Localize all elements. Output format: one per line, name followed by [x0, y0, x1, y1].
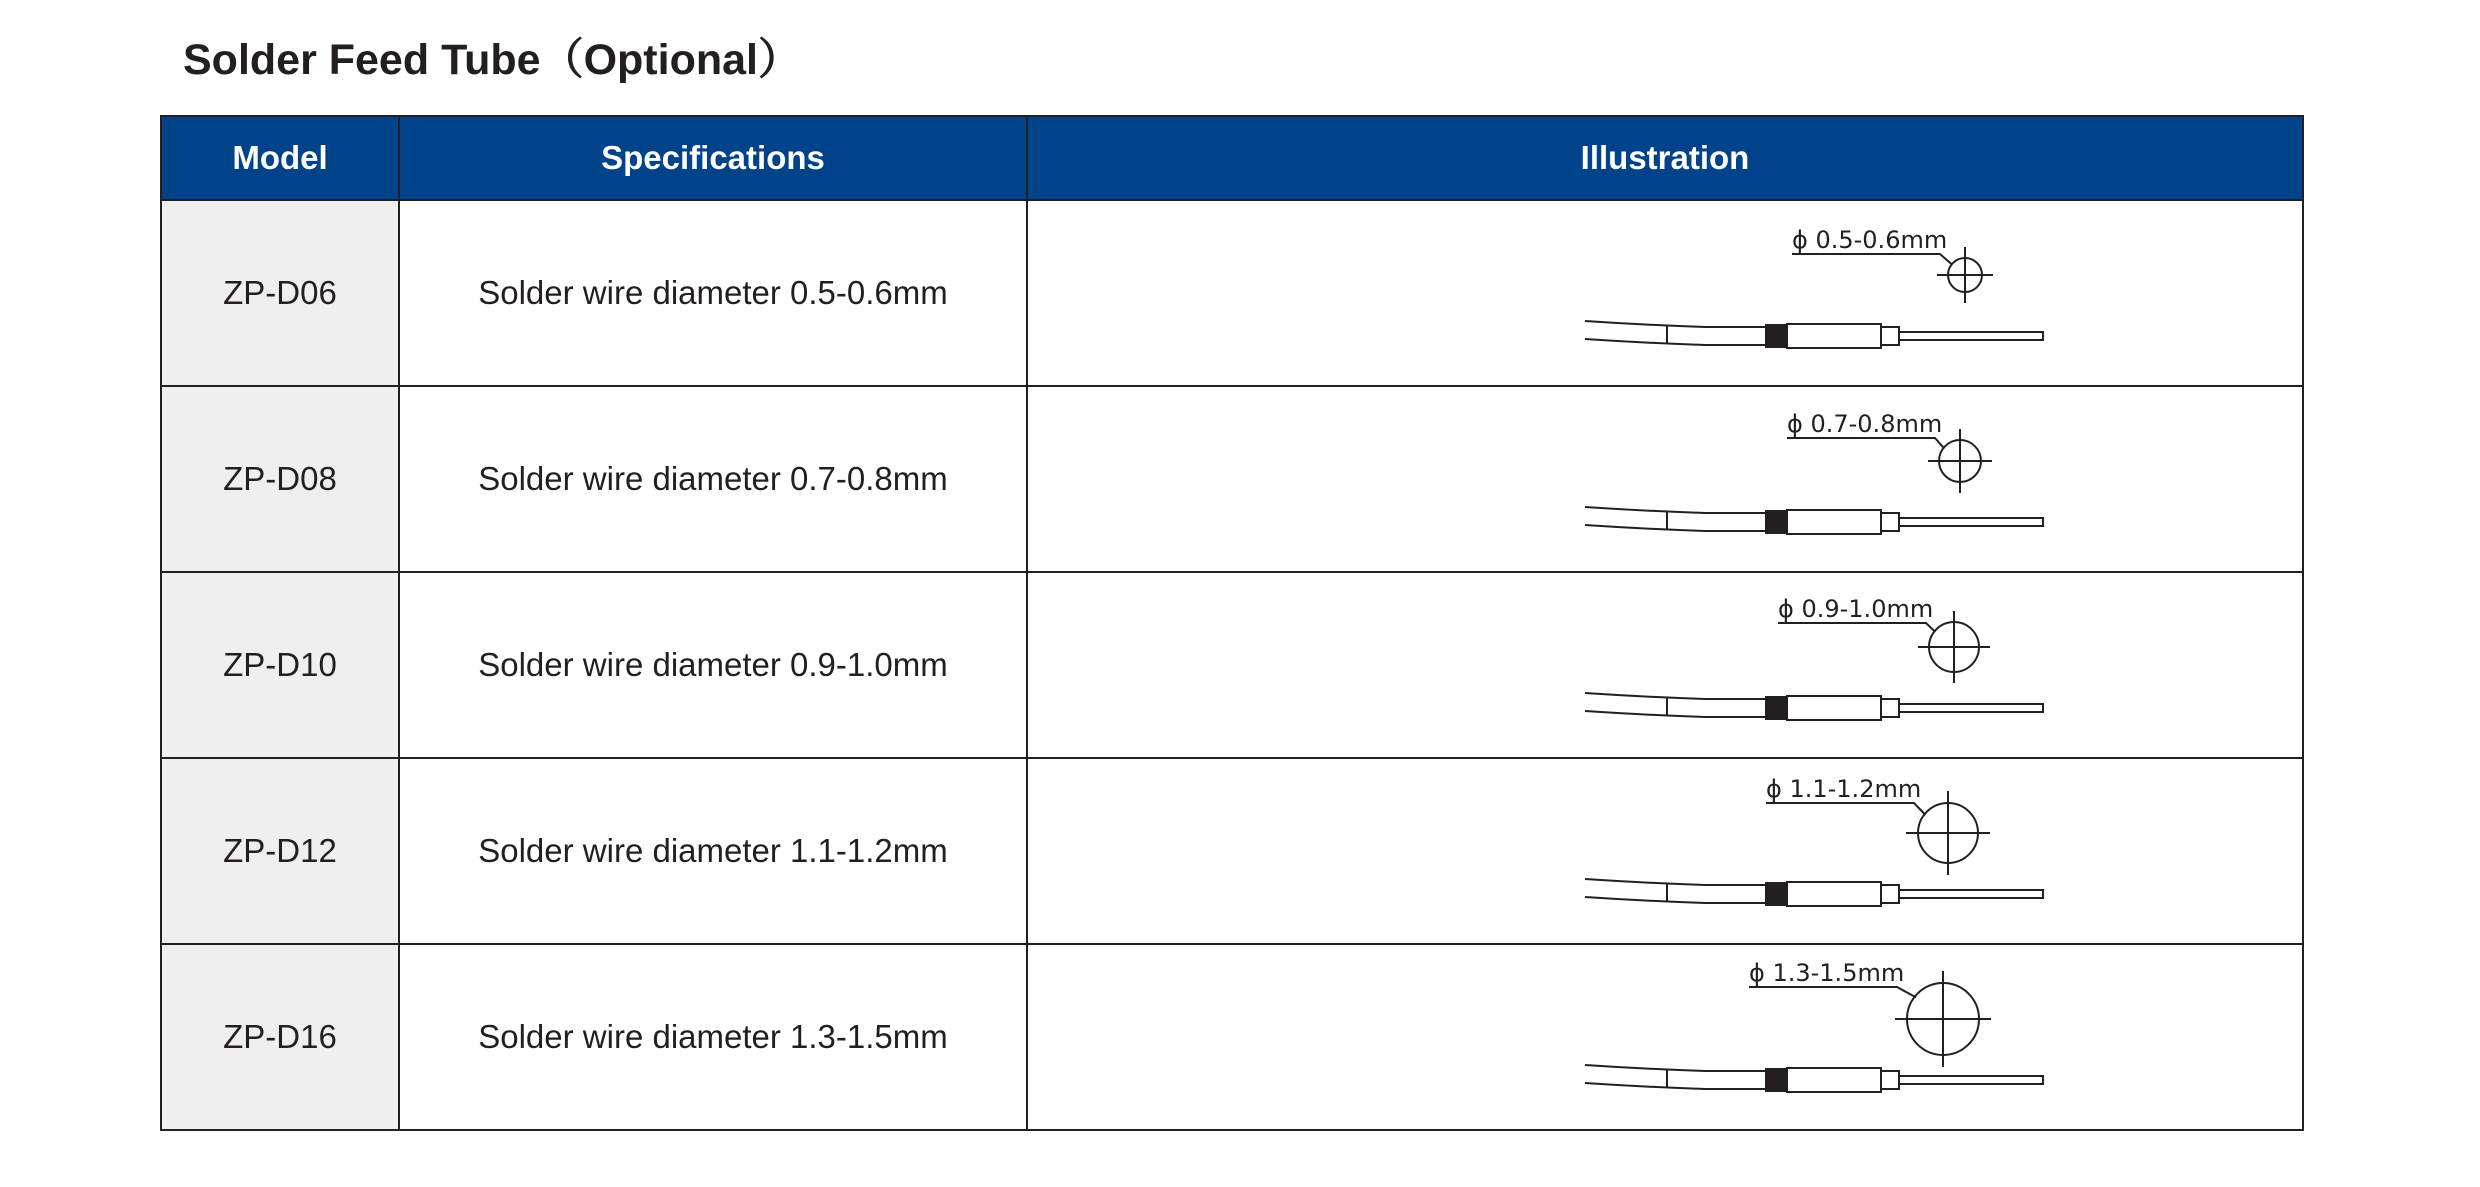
illustration-cell [1027, 200, 2303, 386]
dimension-label: ϕ 1.1-1.2mm [1766, 775, 1922, 803]
table-row [161, 572, 2303, 758]
header-model: Model [161, 116, 399, 200]
header-illustration: Illustration [1027, 116, 2303, 200]
leader-line [1766, 803, 1926, 815]
solder-feed-tube-icon [1585, 321, 2043, 348]
leader-line [1749, 987, 1916, 997]
model-cell: ZP-D10 [161, 572, 399, 758]
solder-feed-tube-icon [1585, 693, 2043, 720]
model-cell: ZP-D16 [161, 944, 399, 1130]
dimension-label: ϕ 0.5-0.6mm [1792, 226, 1948, 254]
table-row [161, 758, 2303, 944]
tube-illustration [1285, 575, 2045, 755]
table-row [161, 944, 2303, 1130]
model-cell: ZP-D08 [161, 386, 399, 572]
spec-cell: Solder wire diameter 0.9-1.0mm [399, 572, 1027, 758]
solder-feed-tube-icon [1585, 1065, 2043, 1092]
circle-crosshair-icon [1928, 429, 1992, 493]
model-cell: ZP-D06 [161, 200, 399, 386]
solder-feed-tube-icon [1585, 879, 2043, 906]
spec-cell: Solder wire diameter 1.1-1.2mm [399, 758, 1027, 944]
dimension-label: ϕ 0.7-0.8mm [1787, 410, 1943, 438]
leader-line [1778, 623, 1935, 632]
spec-cell: Solder wire diameter 0.5-0.6mm [399, 200, 1027, 386]
leader-line [1792, 254, 1952, 265]
model-cell: ZP-D12 [161, 758, 399, 944]
table-row [161, 386, 2303, 572]
dimension-label: ϕ 0.9-1.0mm [1778, 595, 1934, 623]
leader-line [1787, 438, 1944, 448]
illustration-cell [1027, 944, 2303, 1130]
table-header-row [161, 116, 2303, 200]
circle-crosshair-icon [1937, 247, 1993, 303]
spec-cell: Solder wire diameter 0.7-0.8mm [399, 386, 1027, 572]
illustration-cell [1027, 758, 2303, 944]
illustration-cell [1027, 386, 2303, 572]
tube-illustration [1285, 947, 2045, 1127]
tube-illustration [1285, 389, 2045, 569]
illustration-cell [1027, 572, 2303, 758]
circle-crosshair-icon [1895, 971, 1991, 1067]
circle-crosshair-icon [1906, 791, 1990, 875]
header-specifications: Specifications [399, 116, 1027, 200]
tube-illustration [1285, 761, 2045, 941]
page-title: Solder Feed Tube（Optional） [183, 36, 801, 84]
spec-cell: Solder wire diameter 1.3-1.5mm [399, 944, 1027, 1130]
solder-feed-tube-icon [1585, 507, 2043, 534]
table-row [161, 200, 2303, 386]
dimension-label: ϕ 1.3-1.5mm [1749, 959, 1905, 987]
spec-table [160, 115, 2304, 1131]
tube-illustration [1285, 203, 2045, 383]
